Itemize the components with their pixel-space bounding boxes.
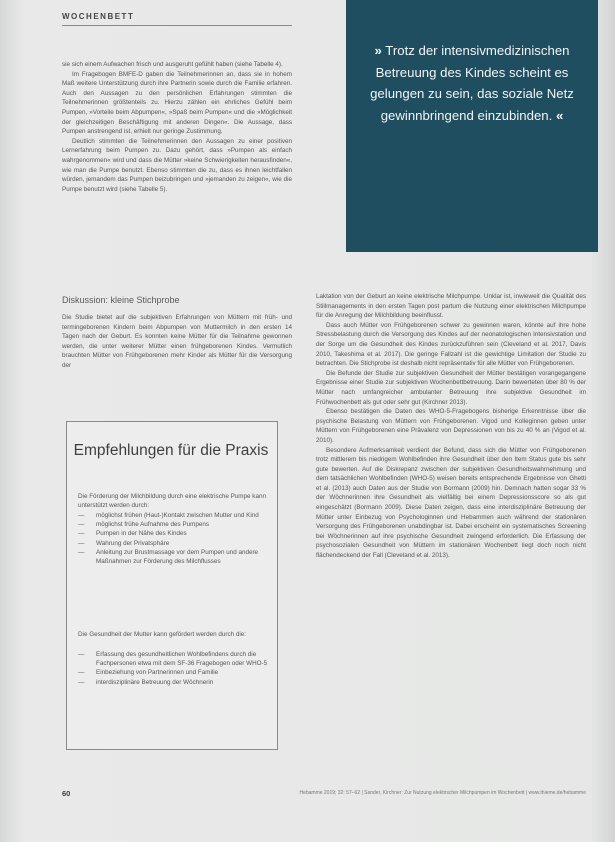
list-item (78, 520, 270, 529)
pull-quote (360, 40, 584, 126)
list-item (78, 529, 270, 538)
recommendations-list-2 (78, 650, 270, 687)
recommendations-intro: Die Förderung der Milchbildung durch eine elektrische Pumpe kann unterstützt werden durch: (78, 493, 266, 510)
recommendations-title: Empfehlungen für die Praxis (73, 442, 269, 459)
list-item-text: Erfassung des gesundheitlichen Wohlbefindens durch die Fachpersonen etwa mit dem SF-36 Fragebogen oder WHO-5 (96, 651, 268, 668)
paragraph: Im Fragebogen BMFE-D gaben die Teilnehmerinnen an, dass sie in hohem Maß weitere Unterstützung durch ihre Partnerin sowie durch die Familie erfahren. Auch den Aussagen zu den persönlichen Erfahrungen stimmten die Teilnehmerinnen größtenteils zu. Hierzu zählen ein ehrliches Gefühl beim Pumpen, »Vorteile beim Abpumpen«, »Spaß beim Pumpen« und die »Möglichkeit der gleichzeitigen Beschäftigung mit anderen Dingen«. Die Aussage, dass Pumpen anstrengend ist, erhielt nur geringe Zustimmung. (62, 70, 292, 136)
list-item (78, 539, 270, 548)
dash-bullet: — (78, 669, 85, 677)
paragraph: Dass auch Mütter von Frühgeborenen schwer zu gewinnen waren, könnte auf ihre hohe Stressbelastung durch die Versorgung des Kindes auf der neonatologischen Intensivstation und der Sorge um die Gesundheit des Kindes zurückzuführen sein (Cleveland et al. 2017, Davis 2010, Takeshima et al. 2017). Die geringe Fallzahl ist die gewichtige Limitation der Studie zu betrachten. Die Stichprobe ist deshalb nicht repräsentativ für alle Mütter von Frühgeborenen. (316, 321, 586, 368)
recommendations-intro-2: Die Gesundheit der Mutter kann gefördert werden durch die: (78, 631, 247, 638)
section-heading: Diskussion: kleine Stichprobe (62, 295, 180, 305)
column-left-top (62, 60, 292, 194)
recommendations-list (78, 511, 270, 566)
dash-bullet: — (78, 539, 85, 547)
page-number: 60 (62, 789, 71, 798)
paragraph: Ebenso bestätigen die Daten des WHO-5-Fragebogens bisherige Erkenntnisse über die psychische Belastung von Müttern von Frühgeborenen. Vigod und Kolleginnen geben unter Müttern von Frühgeborenen eine Prävalenz von Depressionen von bis zu 40 % an (Vigod et al. 2010). (316, 408, 586, 444)
list-item (78, 650, 270, 668)
quote-close-mark: « (555, 107, 564, 123)
list-item-text: Wahrung der Privatsphäre (96, 539, 170, 547)
list-item-text: Einbeziehung von Partnerinnen und Familie (96, 669, 219, 677)
list-item (78, 511, 270, 520)
column-right (316, 292, 586, 561)
list-item-text: Pumpen in der Nähe des Kindes (96, 530, 187, 538)
paragraph: sie sich einem Aufwachen frisch und ausgeruht gefühlt haben (siehe Tabelle 4). (62, 61, 283, 68)
paragraph: Laktation von der Geburt an keine elektrische Milchpumpe. Unklar ist, inwieweit die Qualität des Stillmanagements in den ersten Tagen post partum die Nutzung einer elektrischen Milchpumpe für die Anregung der Milchbildung beeinflusst. (316, 293, 586, 320)
list-item-text: möglichst frühe Aufnahme des Pumpens (96, 521, 210, 529)
paragraph: Besondere Aufmerksamkeit verdient der Befund, dass sich die Mütter von Frühgeborenen trotz mittlerem bis niedrigem Wohlbefinden ihre Gesundheit über den Item Status gute bis sehr gute bewerten. Auf die Diskrepanz zwischen der subjektiven Gesundheitswahrnehmung und dem tatsächlichen Wohlbefinden (WHO-5) weisen bereits entsprechende Ergebnisse von Ghetti et al. (2013) auch Daten aus der Studie von Bormann (2009) hin. Demnach hatten sogar 33 % der Wöchnerinnen ihre Gesundheit als vielfältig bei einem Depressionsscore so als gut eingeschätzt (Bormann 2009). Diese Daten zeigen, dass eine interdisziplinäre Betreuung der Mütter unter Einbezug von Psychologinnen und Hebammen auch während der stationären Versorgung des Frühgeborenen unabdingbar ist. Dabei erscheint ein systematisches Screening bei Wöchnerinnen auf ihre psychische Gesundheit zwingend erforderlich. Die Erfassung der psychosozialen Gesundheit von Müttern im stationären Wochenbett liegt doch noch nicht flächendeckend der Fall (Cleveland et al. 2013). (316, 446, 586, 560)
paragraph: Die Befunde der Studie zur subjektiven Gesundheit der Mütter bestätigen vorangegangene Ergebnisse einer Studie zur subjektiven Wochenbettbetreuung. Darin bewerteten über 80 % der Mütter nach umfangreicher ambulanter Betreuung ihre subjektive Gesundheit im Frühwochenbett als gut oder sehr gut (Kirchner 2013). (316, 369, 586, 406)
paragraph: Die Studie bietet auf die subjektiven Erfahrungen von Müttern mit früh- und termingeborenen Kindern beim Abpumpen von Muttermilch in den ersten 14 Tagen nach der Geburt. Es konnten keine Mütter für die Teilnahme gewonnen werden, die unter weiterer Mütter einen frühgeborenen Kindes. Vermutlich brauchten Mütter von Frühgeborenen mehr Kinder als Mütter für die Versorgung der (62, 314, 292, 369)
list-item-text: möglichst frühen (Haut-)Kontakt zwischen Mutter und Kind (96, 512, 259, 519)
section-label: WOCHENBETT (62, 12, 135, 21)
dash-bullet: — (78, 678, 85, 686)
dash-bullet: — (78, 651, 85, 658)
dash-bullet: — (78, 530, 85, 538)
paragraph: Deutlich stimmten die Teilnehmerinnen den Aussagen zu einer positiven Lernerfahrung beim Pumpen zu. Dazu gehört, dass »Pumpen als einfach wahrgenommen« wird und dass die Mütter »keine Schwierigkeiten herausfinden«, wie man die Pumpe benutzt. Ebenso stimmten die zu, dass es ihnen leichtfallen würden, jemandem das Pumpen beizubringen und »jemanden zu zeigen«, wie die Pumpe benutzt wird (siehe Tabelle 5). (62, 137, 292, 193)
list-item-text: Anleitung zur Brustmassage vor dem Pumpen und andere Maßnahmen zur Förderung des Milchflusses (96, 548, 259, 566)
column-left-middle (62, 313, 292, 371)
footer-citation: Hebamme 2019; 32: 57–62 | Sander, Kirchner: Zur Nutzung elektrischer Milchpumpen im Wochenbett | www.thieme.de/hebamme (299, 790, 586, 796)
pull-quote-text: Trotz der intensivmedizinischen Betreuung des Kindes scheint es gelungen zu sein, das soziale Netz gewinnbringend einzubinden. (370, 43, 574, 123)
list-item (78, 548, 270, 566)
recommendations-box (66, 421, 278, 750)
dash-bullet: — (78, 521, 85, 529)
dash-bullet: — (78, 548, 85, 556)
quote-open-mark: » (374, 43, 382, 58)
list-item-text: interdisziplinäre Betreuung der Wöchnerin (96, 678, 214, 686)
list-item (78, 678, 270, 687)
list-item (78, 668, 270, 677)
dash-bullet: — (78, 512, 85, 519)
section-divider (62, 25, 292, 26)
